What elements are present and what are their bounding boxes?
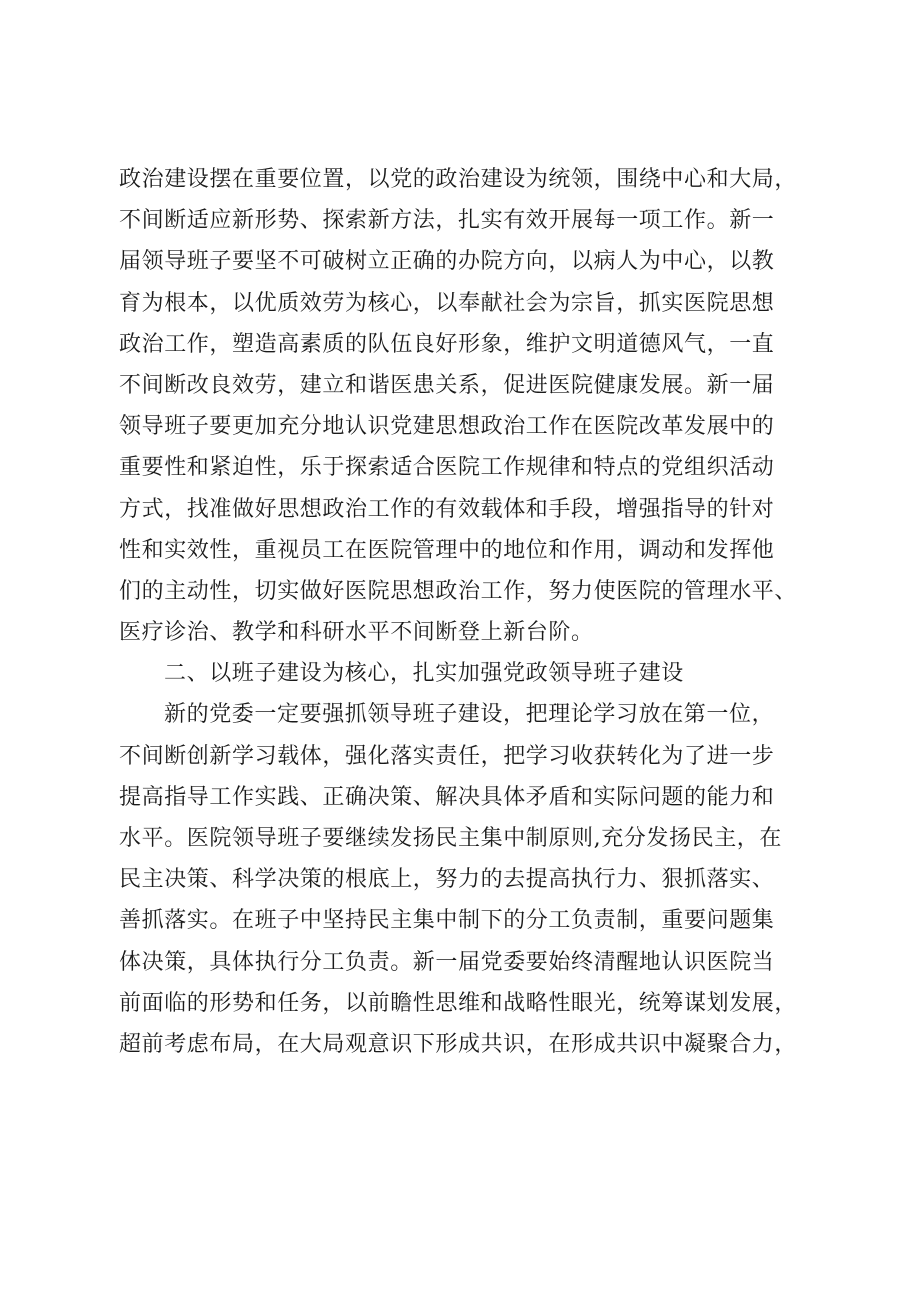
text-line: 医疗诊治、教学和科研水平不间断登上新台阶。 [119, 620, 594, 646]
text-line: 届领导班子要坚不可破树立正确的办院方向，以病人为中心，以教 [119, 249, 775, 275]
text-line: 民主决策、科学决策的根底上，努力的去提高执行力、狠抓落实、 [119, 867, 775, 893]
text-line: 性和实效性，重视员工在医院管理中的地位和作用，调动和发挥他 [119, 537, 775, 563]
text-line: 提高指导工作实践、正确决策、解决具体矛盾和实际问题的能力和 [119, 784, 775, 810]
text-line: 超前考虑布局，在大局观意识下形成共识，在形成共识中凝聚合力， [119, 1031, 798, 1057]
text-line: 们的主动性，切实做好医院思想政治工作，努力使医院的管理水平、 [119, 578, 798, 604]
text-line: 不间断创新学习载体，强化落实责任，把学习收获转化为了进一步 [119, 743, 775, 769]
text-line: 水平。医院领导班子要继续发扬民主集中制原则,充分发扬民主，在 [119, 826, 782, 851]
text-line: 新的党委一定要强抓领导班子建设，把理论学习放在第一位， [164, 702, 775, 728]
text-line: 育为根本，以优质效劳为核心，以奉献社会为宗旨，抓实医院思想 [119, 290, 775, 316]
text-line: 重要性和紧迫性，乐于探索适合医院工作规律和特点的党组织活动 [119, 455, 775, 481]
section-heading: 二、以班子建设为核心，扎实加强党政领导班子建设 [164, 661, 684, 687]
text-line: 领导班子要更加充分地认识党建思想政治工作在医院改革发展中的 [119, 414, 775, 440]
text-line: 政治工作，塑造高素质的队伍良好形象，维护文明道德风气，一直 [119, 331, 775, 357]
text-line: 方式，找准做好思想政治工作的有效载体和手段，增强指导的针对 [119, 496, 775, 522]
text-line: 政治建设摆在重要位置，以党的政治建设为统领，围绕中心和大局， [119, 167, 798, 192]
text-line: 不间断适应新形势、探索新方法，扎实有效开展每一项工作。新一 [119, 208, 775, 234]
text-line: 善抓落实。在班子中坚持民主集中制下的分工负责制，重要问题集 [119, 908, 775, 934]
text-line: 前面临的形势和任务，以前瞻性思维和战略性眼光，统筹谋划发展， [119, 990, 798, 1016]
text-line: 不间断改良效劳，建立和谐医患关系，促进医院健康发展。新一届 [119, 372, 775, 398]
text-line: 体决策，具体执行分工负责。新一届党委要始终清醒地认识医院当 [119, 949, 775, 975]
document-body [119, 159, 819, 1065]
